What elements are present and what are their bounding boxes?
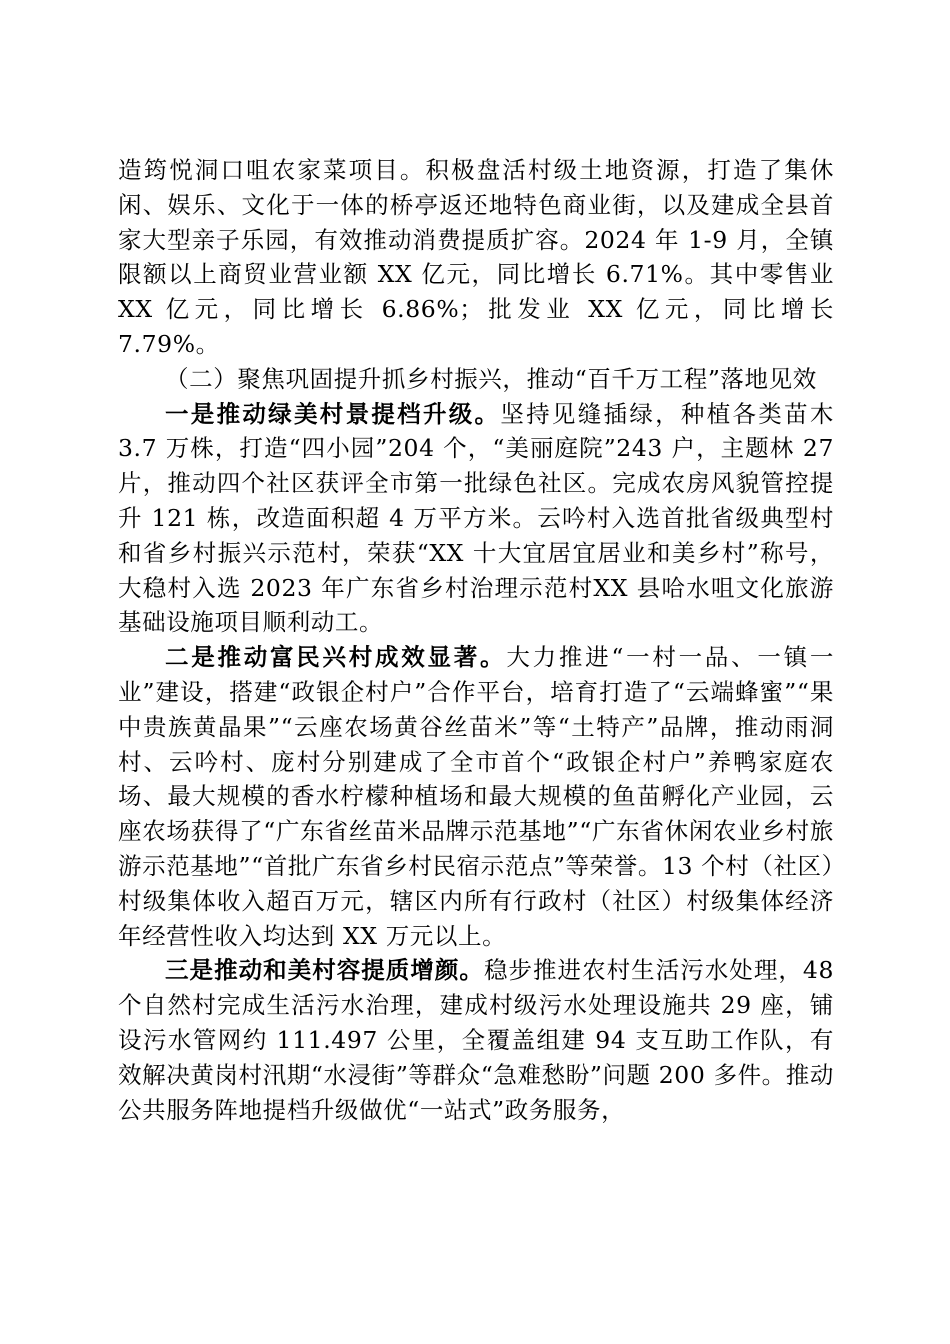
paragraph-lead: 一是推动绿美村景提档升级。 (165, 399, 501, 428)
paragraph-text: 稳步推进农村生活污水处理，48 个自然村完成生活污水治理，建成村级污水处理设施共 29 座，铺设污水管网约 111.497 公里，全覆盖组建 94 支互助工作队，有效解决黄岗村汛期“水浸街”等群众“急难愁盼”问题 200 多件。推动公共服务阵地提档升级做优“一站式”政务服务， (118, 956, 834, 1124)
paragraph-enrich-villagers (118, 640, 834, 953)
paragraph-text: 大力推进“一村一品、一镇一业”建设，搭建“政银企村户”合作平台，培育打造了“云端蜂蜜”“果中贵族黄晶果”“云座农场黄谷丝苗米”等“土特产”品牌，推动雨洞村、云吟村、庞村分别建成了全市首个“政银企村户”养鸭家庭农场、最大规模的香水柠檬种植场和最大规模的鱼苗孵化产业园，云座农场获得了“广东省丝苗米品牌示范基地”“广东省休闲农业乡村旅游示范基地”“首批广东省乡村民宿示范点”等荣誉。13 个村（社区）村级集体收入超百万元，辖区内所有行政村（社区）村级集体经济年经营性收入均达到 XX 万元以上。 (118, 643, 834, 950)
paragraph-lead: 三是推动和美村容提质增颜。 (165, 956, 484, 985)
section-heading-text: （二）聚焦巩固提升抓乡村振兴，推动“百千万工程”落地见效 (165, 364, 817, 393)
paragraph-consumption-upgrade (118, 153, 834, 362)
paragraph-text: 造筠悦洞口咀农家菜项目。积极盘活村级土地资源，打造了集休闲、娱乐、文化于一体的桥亭返还地特色商业街，以及建成全县首家大型亲子乐园，有效推动消费提质扩容。2024 年 1-9 月，全镇限额以上商贸业营业额 XX 亿元，同比增长 6.71%。其中零售业 XX 亿元，同比增长 6.86%；批发业 XX 亿元，同比增长 7.79%。 (118, 156, 834, 358)
section-heading-rural-revitalization (118, 362, 834, 397)
paragraph-text: 坚持见缝插绿，种植各类苗木 3.7 万株，打造“四小园”204 个，“美丽庭院”243 户，主题林 27 片，推动四个社区获评全市第一批绿色社区。完成农房风貌管控提升 121 栋，改造面积超 4 万平方米。云吟村入选首批省级典型村和省乡村振兴示范村，荣获“XX 十大宜居宜居业和美乡村”称号，大稳村入选 2023 年广东省乡村治理示范村XX 县哈水咀文化旅游基础设施项目顺利动工。 (118, 399, 835, 637)
paragraph-green-village (118, 397, 834, 641)
paragraph-lead: 二是推动富民兴村成效显著。 (165, 643, 507, 672)
paragraph-village-appearance (118, 953, 834, 1127)
document-body (118, 153, 834, 1127)
